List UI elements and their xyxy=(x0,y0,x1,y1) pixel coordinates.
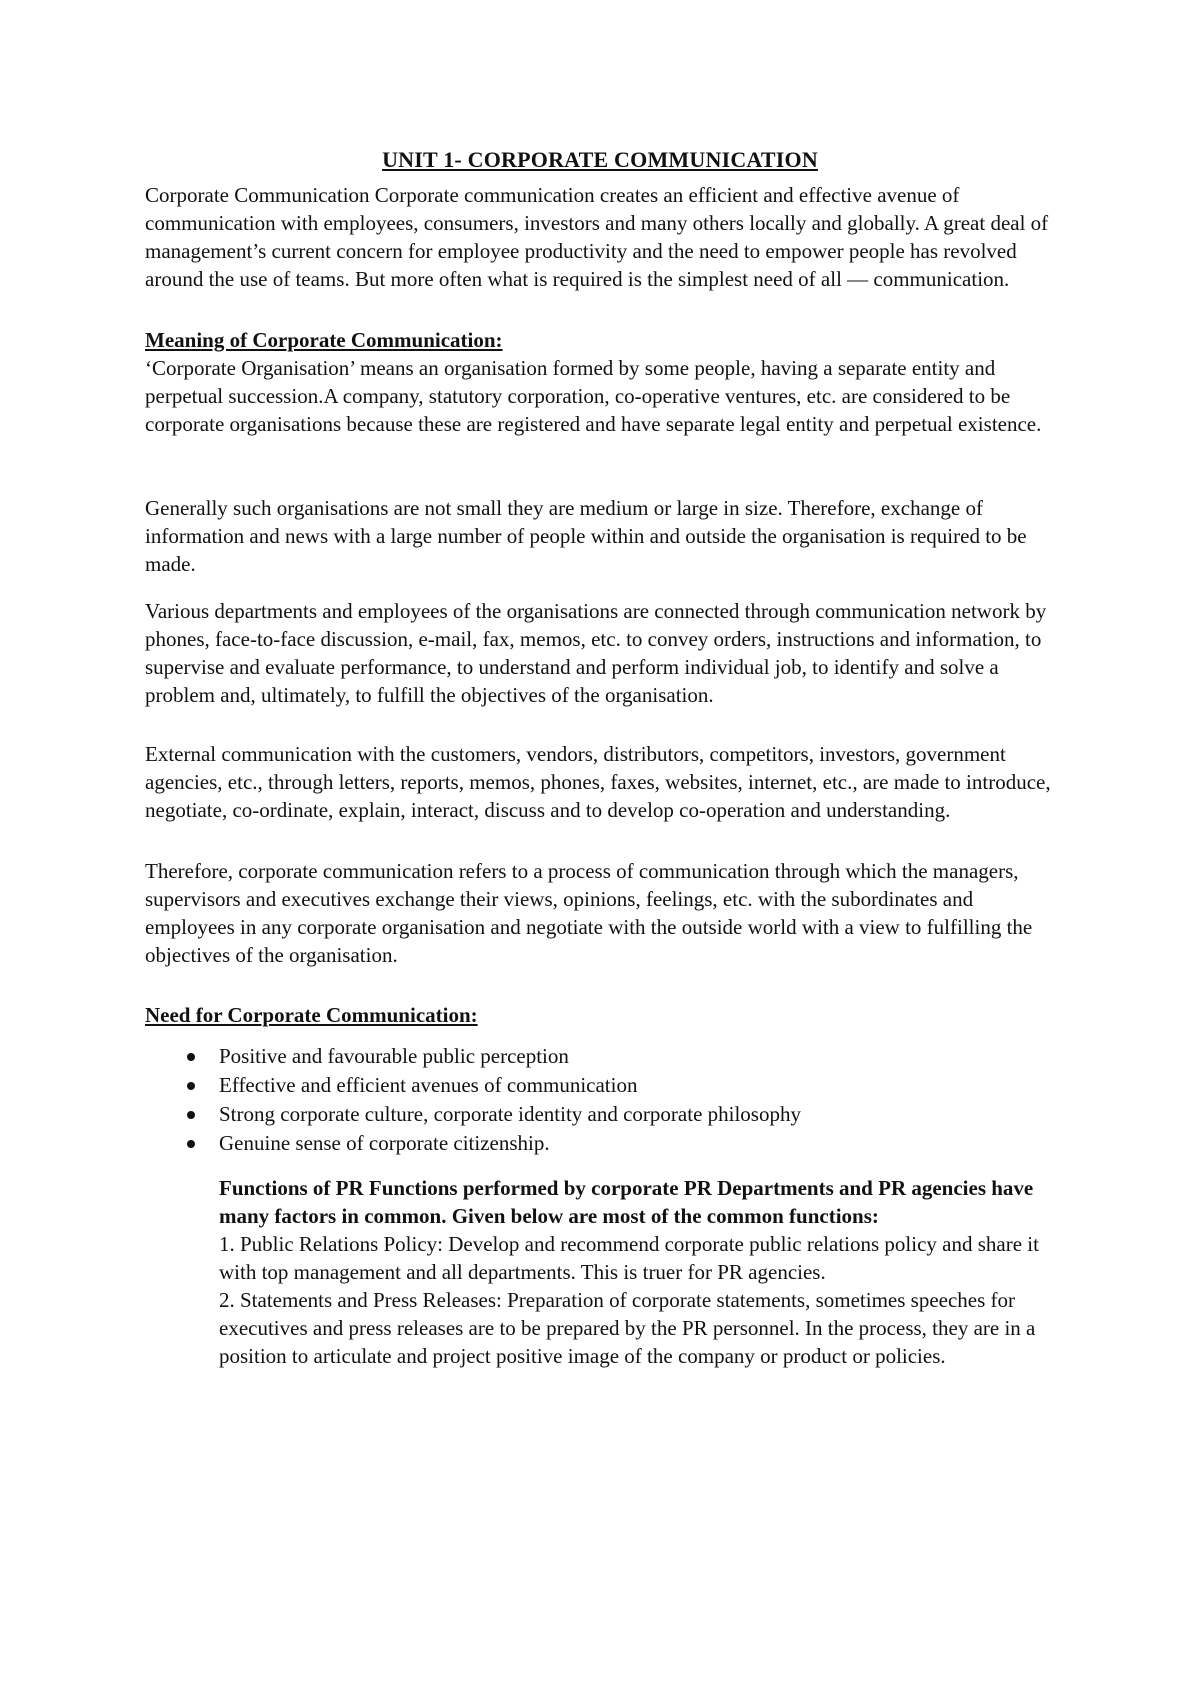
bullet-icon xyxy=(187,1082,195,1090)
functions-section xyxy=(219,1174,1069,1370)
meaning-paragraph-3: Various departments and employees of the organisations are connected through communication network by phones, face-to-face discussion, e-mail, fax, memos, etc. to convey orders, instructions and information, to supervise and evaluate performance, to understand and perform individual job, to identify and solve a problem and, ultimately, to fulfill the objectives of the organisation. xyxy=(145,599,1047,707)
meaning-heading: Meaning of Corporate Communication: xyxy=(145,328,503,352)
meaning-paragraph-1: ‘Corporate Organisation’ means an organisation formed by some people, having a separate entity and perpetual succession.A company, statutory corporation, co-operative ventures, etc. are considered to be corporate organisations because these are registered and have separate legal entity and perpetual existence. xyxy=(145,356,1042,436)
meaning-section xyxy=(145,326,1065,438)
list-item: Strong corporate culture, corporate identity and corporate philosophy xyxy=(145,1100,1065,1129)
meaning-paragraph-4: External communication with the customers, vendors, distributors, competitors, investors, government agencies, etc., through letters, reports, memos, phones, faxes, websites, internet, etc., are made to introduce, negotiate, co-ordinate, explain, interact, discuss and to develop co-operation and understanding. xyxy=(145,742,1051,822)
list-item: Positive and favourable public perception xyxy=(145,1042,1065,1071)
need-list xyxy=(145,1042,1065,1158)
meaning-paragraph-2-block xyxy=(145,494,1065,578)
meaning-paragraph-5: Therefore, corporate communication refers to a process of communication through which the managers, supervisors and executives exchange their views, opinions, feelings, etc. with the subordinates and employees in any corporate organisation and negotiate with the outside world with a view to fulfilling the objectives of the organisation. xyxy=(145,859,1033,967)
bullet-icon xyxy=(187,1140,195,1148)
list-item: Genuine sense of corporate citizenship. xyxy=(145,1129,1065,1158)
intro-paragraph xyxy=(145,181,1065,293)
need-heading-block xyxy=(145,1001,1065,1029)
meaning-paragraph-2: Generally such organisations are not small they are medium or large in size. Therefore, exchange of information and news with a large number of people within and outside the organisation is required to be made. xyxy=(145,496,1027,576)
meaning-paragraph-3-block xyxy=(145,597,1065,709)
intro-text: Corporate Communication Corporate communication creates an efficient and effective avenue of communication with employees, consumers, investors and many others locally and globally. A great deal of management’s current concern for employee productivity and the need to empower people has revolved around the use of teams. But more often what is required is the simplest need of all — communication. xyxy=(145,183,1049,291)
bullet-icon xyxy=(187,1053,195,1061)
meaning-paragraph-4-block xyxy=(145,740,1065,824)
function-item-2: 2. Statements and Press Releases: Preparation of corporate statements, sometimes speeches for executives and press releases are to be prepared by the PR personnel. In the process, they are in a position to articulate and project positive image of the company or product or policies. xyxy=(219,1288,1036,1368)
need-heading: Need for Corporate Communication: xyxy=(145,1003,478,1027)
functions-heading: Functions of PR Functions performed by corporate PR Departments and PR agencies have many factors in common. Given below are most of the common functions: xyxy=(219,1176,1034,1228)
list-item: Effective and efficient avenues of communication xyxy=(145,1071,1065,1100)
bullet-icon xyxy=(187,1111,195,1119)
function-item-1: 1. Public Relations Policy: Develop and recommend corporate public relations policy and share it with top management and all departments. This is truer for PR agencies. xyxy=(219,1232,1039,1284)
meaning-paragraph-5-block xyxy=(145,857,1065,969)
document-title: UNIT 1- CORPORATE COMMUNICATION xyxy=(382,147,818,172)
